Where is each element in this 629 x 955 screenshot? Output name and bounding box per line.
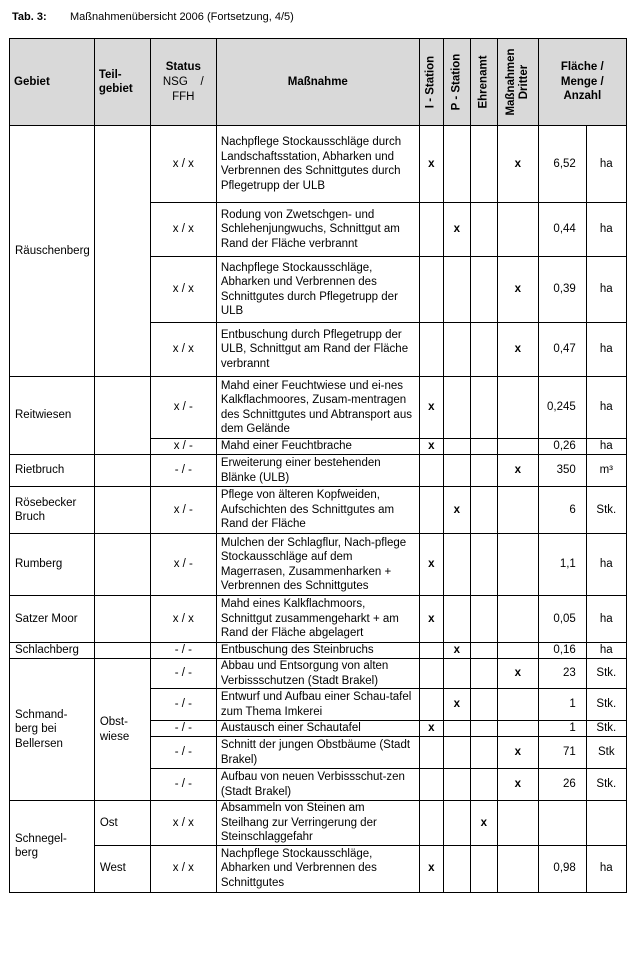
ehrenamt-mark xyxy=(470,126,497,203)
massnahme-cell: Aufbau von neuen Verbissschut-zen (Stadt Brakel) xyxy=(216,769,419,801)
value-cell: 26 xyxy=(538,769,586,801)
status-cell: x / x xyxy=(150,596,216,643)
dritter-mark: x xyxy=(497,323,538,377)
teilgebiet-cell xyxy=(94,643,150,659)
value-cell: 71 xyxy=(538,737,586,769)
header-ehrenamt xyxy=(470,39,497,126)
i-station-mark xyxy=(419,769,443,801)
ehrenamt-mark xyxy=(470,257,497,323)
i-station-mark xyxy=(419,257,443,323)
unit-cell: Stk. xyxy=(586,659,626,689)
teilgebiet-cell xyxy=(94,487,150,534)
i-station-mark: x xyxy=(419,534,443,596)
teilgebiet-cell: Ost xyxy=(94,801,150,846)
value-cell: 0,98 xyxy=(538,845,586,892)
table-row xyxy=(10,845,627,892)
status-cell: - / - xyxy=(150,643,216,659)
status-cell: x / x xyxy=(150,845,216,892)
status-cell: - / - xyxy=(150,769,216,801)
dritter-mark xyxy=(497,377,538,439)
unit-cell: ha xyxy=(586,377,626,439)
ehrenamt-mark xyxy=(470,487,497,534)
dritter-mark xyxy=(497,203,538,257)
massnahme-cell: Absammeln von Steinen am Steilhang zur Verringerung der Steinschlaggefahr xyxy=(216,801,419,846)
i-station-mark xyxy=(419,455,443,487)
value-cell: 1 xyxy=(538,689,586,721)
i-station-mark: x xyxy=(419,439,443,455)
dritter-mark xyxy=(497,643,538,659)
i-station-mark xyxy=(419,659,443,689)
unit-cell: Stk. xyxy=(586,721,626,737)
value-cell: 1 xyxy=(538,721,586,737)
header-i-station xyxy=(419,39,443,126)
p-station-mark: x xyxy=(443,487,470,534)
p-station-mark xyxy=(443,377,470,439)
gebiet-cell: Räuschenberg xyxy=(10,126,95,377)
gebiet-cell: Schlachberg xyxy=(10,643,95,659)
i-station-mark xyxy=(419,643,443,659)
status-cell: x / x xyxy=(150,126,216,203)
p-station-mark xyxy=(443,737,470,769)
massnahme-cell: Mahd einer Feuchtbrache xyxy=(216,439,419,455)
unit-cell: Stk. xyxy=(586,487,626,534)
measures-table xyxy=(9,38,627,893)
massnahme-cell: Entwurf und Aufbau einer Schau-tafel zum Thema Imkerei xyxy=(216,689,419,721)
massnahme-cell: Nachpflege Stockausschläge, Abharken und Verbrennen des Schnittgutes durch Pflegetrupp der ULB xyxy=(216,257,419,323)
p-station-mark xyxy=(443,323,470,377)
value-cell: 0,16 xyxy=(538,643,586,659)
status-cell: - / - xyxy=(150,659,216,689)
i-station-mark: x xyxy=(419,845,443,892)
unit-cell: ha xyxy=(586,534,626,596)
p-station-mark xyxy=(443,534,470,596)
p-station-mark xyxy=(443,721,470,737)
dritter-mark: x xyxy=(497,769,538,801)
i-station-mark xyxy=(419,689,443,721)
header-p-station-label: P - Station xyxy=(450,53,463,111)
dritter-mark: x xyxy=(497,737,538,769)
gebiet-cell: Rumberg xyxy=(10,534,95,596)
ehrenamt-mark xyxy=(470,659,497,689)
status-cell: x / x xyxy=(150,257,216,323)
table-row xyxy=(10,659,627,689)
ehrenamt-mark xyxy=(470,439,497,455)
header-massnahme: Maßnahme xyxy=(216,39,419,126)
table-row xyxy=(10,487,627,534)
unit-cell: ha xyxy=(586,323,626,377)
unit-cell: ha xyxy=(586,126,626,203)
status-cell: x / - xyxy=(150,377,216,439)
table-row xyxy=(10,534,627,596)
table-row xyxy=(10,455,627,487)
p-station-mark xyxy=(443,659,470,689)
dritter-mark xyxy=(497,439,538,455)
status-cell: x / x xyxy=(150,203,216,257)
dritter-mark xyxy=(497,596,538,643)
header-dritter-label: Maßnahmen Dritter xyxy=(504,48,530,116)
value-cell: 23 xyxy=(538,659,586,689)
unit-cell: ha xyxy=(586,439,626,455)
header-flaeche: Fläche / Menge / Anzahl xyxy=(538,39,626,126)
gebiet-cell: Reitwiesen xyxy=(10,377,95,455)
status-cell: - / - xyxy=(150,737,216,769)
unit-cell: ha xyxy=(586,203,626,257)
ehrenamt-mark xyxy=(470,689,497,721)
massnahme-cell: Schnitt der jungen Obstbäume (Stadt Brakel) xyxy=(216,737,419,769)
dritter-mark xyxy=(497,689,538,721)
gebiet-cell: Schmand- berg bei Bellersen xyxy=(10,659,95,801)
ehrenamt-mark: x xyxy=(470,801,497,846)
gebiet-cell: Schnegel- berg xyxy=(10,801,95,893)
value-cell: 0,245 xyxy=(538,377,586,439)
unit-cell: ha xyxy=(586,845,626,892)
value-cell: 0,44 xyxy=(538,203,586,257)
p-station-mark xyxy=(443,596,470,643)
massnahme-cell: Nachpflege Stockausschläge, Abharken und Verbrennen des Schnittgutes xyxy=(216,845,419,892)
dritter-mark xyxy=(497,721,538,737)
p-station-mark: x xyxy=(443,203,470,257)
i-station-mark xyxy=(419,737,443,769)
massnahme-cell: Abbau und Entsorgung von alten Verbissschutzen (Stadt Brakel) xyxy=(216,659,419,689)
teilgebiet-cell: Obst- wiese xyxy=(94,659,150,801)
ehrenamt-mark xyxy=(470,455,497,487)
value-cell: 1,1 xyxy=(538,534,586,596)
status-cell: x / - xyxy=(150,487,216,534)
ehrenamt-mark xyxy=(470,769,497,801)
table-row xyxy=(10,643,627,659)
massnahme-cell: Mahd eines Kalkflachmoors, Schnittgut zusammengeharkt + am Rand der Fläche abgelagert xyxy=(216,596,419,643)
dritter-mark: x xyxy=(497,659,538,689)
table-row xyxy=(10,377,627,439)
massnahme-cell: Erweiterung einer bestehenden Blänke (ULB) xyxy=(216,455,419,487)
ehrenamt-mark xyxy=(470,377,497,439)
status-cell: x / x xyxy=(150,323,216,377)
teilgebiet-cell xyxy=(94,534,150,596)
massnahme-cell: Austausch einer Schautafel xyxy=(216,721,419,737)
i-station-mark: x xyxy=(419,126,443,203)
value-cell: 0,47 xyxy=(538,323,586,377)
i-station-mark xyxy=(419,323,443,377)
unit-cell: ha xyxy=(586,643,626,659)
massnahme-cell: Mahd einer Feuchtwiese und ei-nes Kalkflachmoores, Zusam-mentragen des Schnittgutes und Abtransport aus dem Gelände xyxy=(216,377,419,439)
ehrenamt-mark xyxy=(470,596,497,643)
teilgebiet-cell xyxy=(94,455,150,487)
value-cell: 6 xyxy=(538,487,586,534)
header-p-station xyxy=(443,39,470,126)
unit-cell: ha xyxy=(586,257,626,323)
p-station-mark xyxy=(443,769,470,801)
header-status-label: Status xyxy=(165,60,201,73)
table-row xyxy=(10,596,627,643)
dritter-mark xyxy=(497,801,538,846)
gebiet-cell: Satzer Moor xyxy=(10,596,95,643)
status-cell: - / - xyxy=(150,689,216,721)
massnahme-cell: Entbuschung des Steinbruchs xyxy=(216,643,419,659)
p-station-mark: x xyxy=(443,643,470,659)
unit-cell: ha xyxy=(586,596,626,643)
teilgebiet-cell: West xyxy=(94,845,150,892)
dritter-mark xyxy=(497,845,538,892)
header-dritter xyxy=(497,39,538,126)
massnahme-cell: Mulchen der Schlagflur, Nach-pflege Stockausschläge auf dem Magerrasen, Zusammenharken + Verbrennen des Schnittgutes xyxy=(216,534,419,596)
value-cell: 0,05 xyxy=(538,596,586,643)
massnahme-cell: Rodung von Zwetschgen- und Schlehenjungwuchs, Schnittgut am Rand der Fläche verbrannt xyxy=(216,203,419,257)
caption-title: Maßnahmenübersicht 2006 (Fortsetzung, 4/5) xyxy=(70,11,294,23)
i-station-mark: x xyxy=(419,596,443,643)
value-cell: 350 xyxy=(538,455,586,487)
dritter-mark xyxy=(497,487,538,534)
ehrenamt-mark xyxy=(470,737,497,769)
header-ehrenamt-label: Ehrenamt xyxy=(477,55,490,109)
value-cell: 0,26 xyxy=(538,439,586,455)
table-row xyxy=(10,126,627,203)
p-station-mark xyxy=(443,126,470,203)
unit-cell: Stk. xyxy=(586,769,626,801)
value-cell: 0,39 xyxy=(538,257,586,323)
gebiet-cell: Rietbruch xyxy=(10,455,95,487)
dritter-mark: x xyxy=(497,455,538,487)
dritter-mark xyxy=(497,534,538,596)
header-gebiet: Gebiet xyxy=(10,39,95,126)
teilgebiet-cell xyxy=(94,596,150,643)
ehrenamt-mark xyxy=(470,203,497,257)
teilgebiet-cell xyxy=(94,126,150,377)
table-body xyxy=(10,126,627,893)
gebiet-cell: Rösebecker Bruch xyxy=(10,487,95,534)
value-cell xyxy=(538,801,586,846)
header-row xyxy=(10,39,627,126)
unit-cell: m³ xyxy=(586,455,626,487)
dritter-mark: x xyxy=(497,126,538,203)
ehrenamt-mark xyxy=(470,323,497,377)
i-station-mark xyxy=(419,203,443,257)
i-station-mark: x xyxy=(419,377,443,439)
massnahme-cell: Pflege von älteren Kopfweiden, Aufschichten des Schnittgutes am Rand der Fläche xyxy=(216,487,419,534)
massnahme-cell: Entbuschung durch Pflegetrupp der ULB, Schnittgut am Rand der Fläche verbrannt xyxy=(216,323,419,377)
dritter-mark: x xyxy=(497,257,538,323)
table-caption xyxy=(12,11,294,23)
status-cell: - / - xyxy=(150,455,216,487)
p-station-mark xyxy=(443,439,470,455)
status-cell: x / - xyxy=(150,439,216,455)
ehrenamt-mark xyxy=(470,534,497,596)
value-cell: 6,52 xyxy=(538,126,586,203)
massnahme-cell: Nachpflege Stockausschläge durch Landschaftsstation, Abharken und Verbrennen des Schnittgutes durch Pflegetrupp der ULB xyxy=(216,126,419,203)
i-station-mark: x xyxy=(419,721,443,737)
p-station-mark xyxy=(443,257,470,323)
table-row xyxy=(10,801,627,846)
header-i-station-label: I - Station xyxy=(424,55,437,109)
unit-cell xyxy=(586,801,626,846)
i-station-mark xyxy=(419,801,443,846)
status-cell: - / - xyxy=(150,721,216,737)
p-station-mark xyxy=(443,801,470,846)
unit-cell: Stk xyxy=(586,737,626,769)
status-cell: x / x xyxy=(150,801,216,846)
header-status xyxy=(150,39,216,126)
p-station-mark xyxy=(443,845,470,892)
header-teilgebiet: Teil- gebiet xyxy=(94,39,150,126)
ehrenamt-mark xyxy=(470,643,497,659)
ehrenamt-mark xyxy=(470,845,497,892)
p-station-mark xyxy=(443,455,470,487)
p-station-mark: x xyxy=(443,689,470,721)
teilgebiet-cell xyxy=(94,377,150,455)
header-status-sub: NSG / FFH xyxy=(162,75,204,103)
caption-label: Tab. 3: xyxy=(12,11,47,23)
ehrenamt-mark xyxy=(470,721,497,737)
i-station-mark xyxy=(419,487,443,534)
status-cell: x / - xyxy=(150,534,216,596)
unit-cell: Stk. xyxy=(586,689,626,721)
